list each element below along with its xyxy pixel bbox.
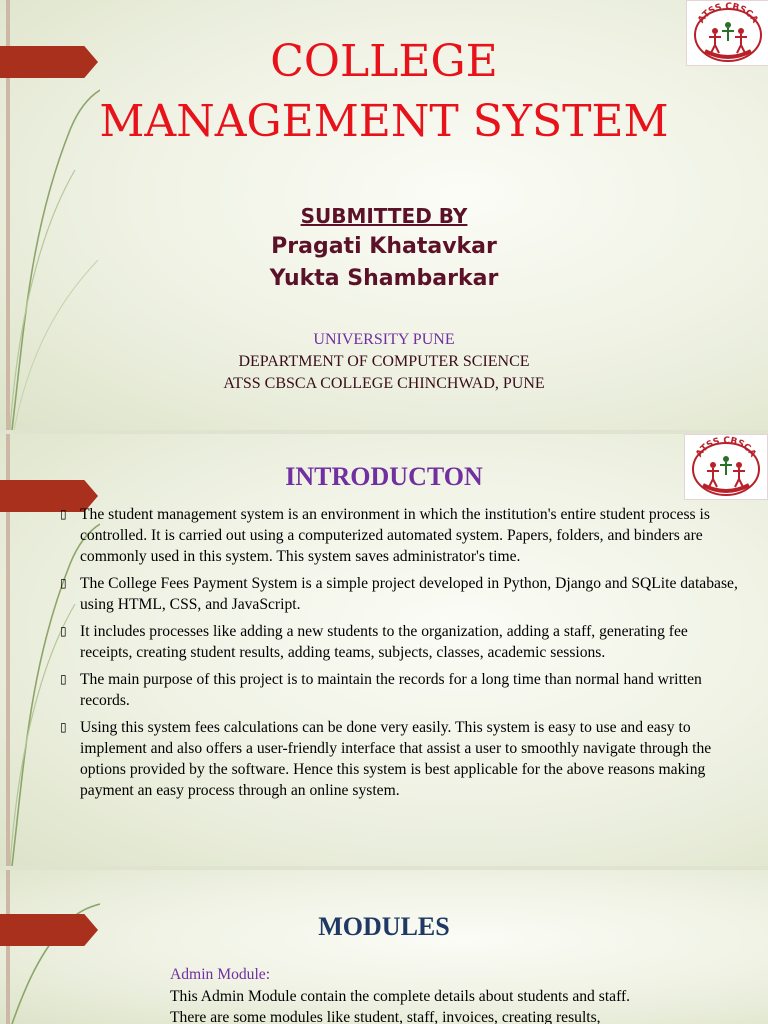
slide-title: INTRODUCTON: [285, 462, 483, 491]
module-heading: Admin Module:: [170, 966, 271, 983]
bullet-text: The main purpose of this project is to maintain the records for a long time than normal hand written records.: [80, 671, 702, 709]
bullet-list: [60, 504, 738, 807]
svg-text:ATSS CBSCA: ATSS CBSCA: [694, 435, 758, 460]
bullet-marker-icon: ▯: [60, 576, 67, 590]
bullet-text: Using this system fees calculations can be done very easily. This system is easy to use and easy to implement and also offers a user-friendly interface that assist a user to smoothly navigate through the options provided by the software. Hence this system is best applicable for the above reasons making payment an easy process through an online system.: [80, 719, 712, 799]
department-name: DEPARTMENT OF COMPUTER SCIENCE: [238, 353, 530, 370]
college-name: ATSS CBSCA COLLEGE CHINCHWAD, PUNE: [223, 375, 545, 392]
list-item: [60, 621, 738, 663]
bullet-marker-icon: ▯: [60, 720, 67, 734]
svg-text:ATSS CBSCA: ATSS CBSCA: [696, 1, 760, 26]
bullet-text: It includes processes like adding a new students to the organization, adding a staff, generating fee receipts, creating student results, adding teams, subjects, classes, academic sessions.: [80, 623, 688, 661]
decorative-swirl: [0, 870, 100, 1024]
module-description: This Admin Module contain the complete details about students and staff.: [170, 988, 631, 1005]
modules-slide: [0, 870, 768, 1024]
bullet-text: The student management system is an environment in which the institution's entire student process is controlled. It is carried out using a computerized automated system. Papers, folders, and binders are commonly used in this system. This system saves administrator's time.: [80, 506, 710, 565]
module-description: There are some modules like student, staff, invoices, creating results,: [170, 1009, 601, 1024]
submitted-by-label: SUBMITTED BY: [300, 204, 468, 228]
list-item: [60, 504, 738, 567]
bullet-marker-icon: ▯: [60, 624, 67, 638]
bullet-marker-icon: ▯: [60, 672, 67, 686]
introduction-slide: [0, 434, 768, 866]
bullet-marker-icon: ▯: [60, 507, 67, 521]
list-item: [60, 669, 738, 711]
author-name: Pragati Khatavkar: [271, 234, 497, 259]
university-name: UNIVERSITY PUNE: [313, 331, 455, 348]
author-name: Yukta Shambarkar: [269, 266, 499, 291]
title-slide: [0, 0, 768, 430]
slide-title-line2: MANAGEMENT SYSTEM: [99, 96, 669, 147]
bullet-text: The College Fees Payment System is a simple project developed in Python, Django and SQLite database, using HTML, CSS, and JavaScript.: [80, 575, 738, 613]
slide-title-line1: COLLEGE: [270, 36, 498, 87]
slide-title: MODULES: [318, 912, 450, 941]
list-item: [60, 717, 738, 801]
list-item: [60, 573, 738, 615]
